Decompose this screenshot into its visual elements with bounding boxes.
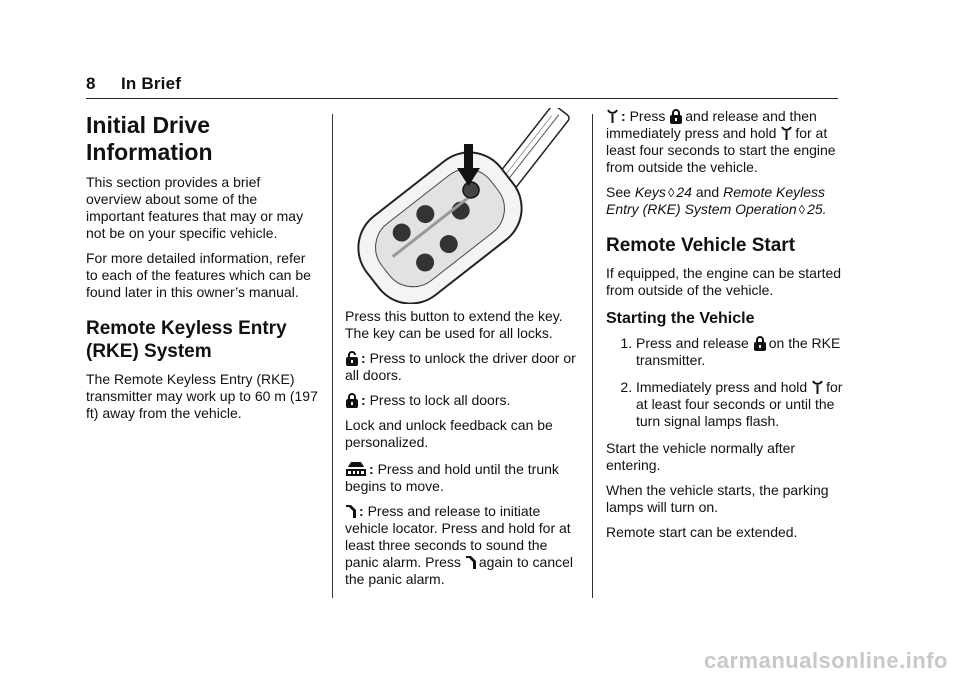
- unlock-icon: [345, 351, 359, 366]
- remote-start-icon: [811, 380, 824, 395]
- rke-reference[interactable]: Remote Keyless Entry (RKE) System Operation: [606, 184, 826, 217]
- intro-paragraph: This section provides a brief overview about some of the important features that may or may not be on your specific vehicle.: [86, 174, 304, 241]
- trunk-hold-icon: [345, 459, 367, 477]
- rvs-intro: If equipped, the engine can be started from outside of the vehicle.: [606, 265, 842, 298]
- page-header: [86, 74, 838, 99]
- unlock-paragraph: : Press to unlock the driver door or all doors.: [345, 350, 576, 383]
- start-steps-list: [606, 335, 846, 430]
- page-ref-arrow: ◊: [798, 202, 806, 217]
- vehicle-locator-icon: [345, 504, 357, 519]
- key-fob-illustration: [345, 108, 585, 304]
- list-item: 2. Immediately press and hold for at least four seconds or until the turn signal lamps flash.: [636, 379, 846, 430]
- keys-page[interactable]: 24: [676, 184, 692, 200]
- page-title: Initial Drive Information: [86, 112, 213, 165]
- column-middle: [345, 108, 581, 596]
- panic-paragraph: : Press and release to initiate vehicle locator. Press and hold for at least three seconds to sound the panic alarm. Press again to cancel the panic alarm.: [345, 503, 574, 587]
- parking-lamps-paragraph: When the vehicle starts, the parking lamps will turn on.: [606, 482, 829, 515]
- trunk-paragraph: : Press and hold until the trunk begins to move.: [345, 461, 559, 494]
- remote-vehicle-start-heading: Remote Vehicle Start: [606, 235, 796, 256]
- lock-icon: [753, 336, 767, 351]
- more-info-paragraph: For more detailed information, refer to each of the features which can be found later in this owner’s manual.: [86, 250, 311, 300]
- feedback-paragraph: Lock and unlock feedback can be personalized.: [345, 417, 553, 450]
- rke-page[interactable]: 25.: [807, 201, 827, 217]
- rke-heading: Remote Keyless Entry (RKE) System: [86, 318, 287, 362]
- page-number: 8: [86, 74, 96, 93]
- column-divider: [592, 114, 593, 598]
- remote-start-icon: [606, 109, 619, 124]
- remote-start-summary: : Press and release and then immediately press and hold for at least four seconds to start the engine from outside the vehicle.: [606, 108, 836, 175]
- watermark: carmanualsonline.info: [704, 648, 948, 673]
- key-extend-paragraph: Press this button to extend the key. The key can be used for all locks.: [345, 308, 563, 341]
- column-left: [86, 108, 318, 430]
- rke-paragraph: The Remote Keyless Entry (RKE) transmitter may work up to 60 m (197 ft) away from the vehicle.: [86, 371, 318, 421]
- page-ref-arrow: ◊: [667, 185, 675, 200]
- lock-icon: [345, 393, 359, 408]
- lock-icon: [669, 109, 683, 124]
- column-right: [606, 108, 846, 549]
- extend-paragraph: Remote start can be extended.: [606, 524, 798, 540]
- section-title: In Brief: [120, 74, 182, 93]
- vehicle-locator-icon: [465, 555, 477, 570]
- keys-reference[interactable]: Keys: [634, 184, 666, 200]
- see-also-paragraph: See Keys ◊ 24 and Remote Keyless Entry (RKE) System Operation ◊ 25.: [606, 184, 827, 217]
- column-divider: [332, 114, 333, 598]
- starting-vehicle-heading: Starting the Vehicle: [606, 310, 755, 327]
- remote-start-icon: [780, 126, 793, 141]
- after-start-paragraph: Start the vehicle normally after entering.: [606, 440, 796, 473]
- list-item: 1. Press and release on the RKE transmitter.: [636, 335, 846, 369]
- lock-paragraph: : Press to lock all doors.: [345, 392, 581, 409]
